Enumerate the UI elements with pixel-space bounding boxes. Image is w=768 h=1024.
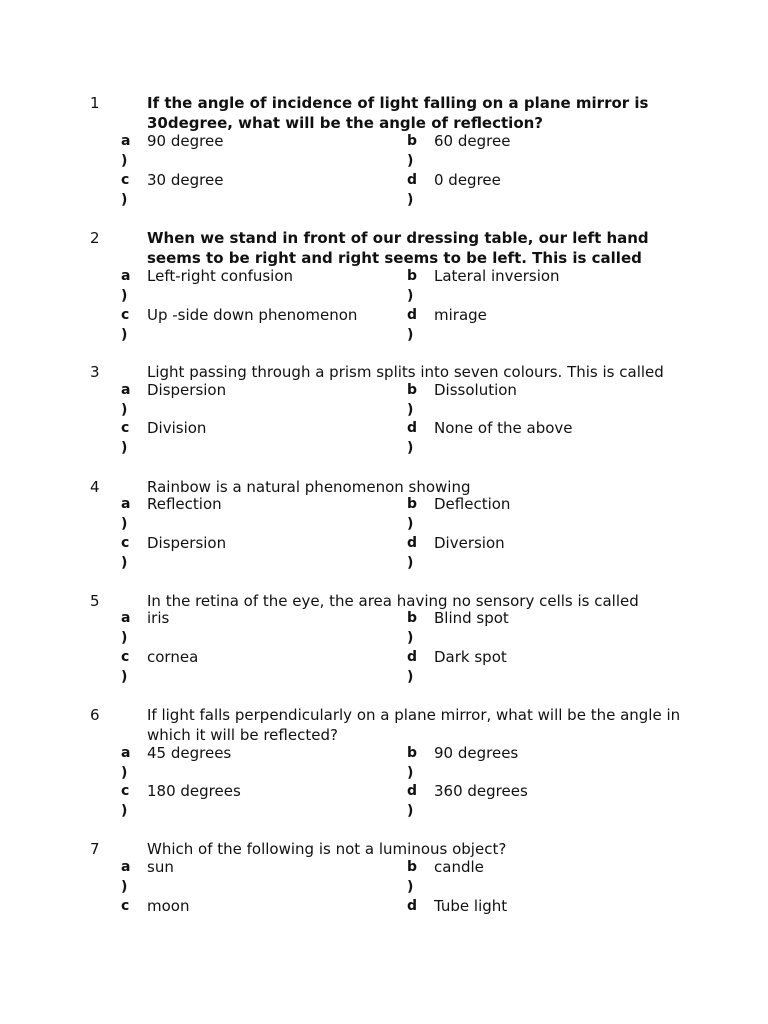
option-a-paren: ) (121, 630, 128, 646)
question-number: 5 (90, 592, 100, 610)
option-b-text[interactable]: 60 degree (434, 132, 511, 150)
question-number: 3 (90, 363, 100, 381)
option-a-letter: a (121, 610, 131, 626)
option-a-paren: ) (121, 516, 128, 532)
option-d-letter: d (407, 307, 418, 323)
option-d-paren: ) (407, 803, 414, 819)
option-c-paren: ) (121, 440, 128, 456)
option-b-paren: ) (407, 153, 414, 169)
option-c-letter: c (121, 535, 130, 551)
option-c-paren: ) (121, 327, 128, 343)
question-number: 4 (90, 478, 100, 496)
option-d-text[interactable]: Tube light (434, 897, 508, 915)
option-a-letter: a (121, 859, 131, 875)
option-d-letter: d (407, 783, 418, 799)
option-a-text[interactable]: Reflection (147, 495, 222, 513)
option-c-text[interactable]: Up -side down phenomenon (147, 306, 358, 324)
option-c-paren: ) (121, 803, 128, 819)
option-b-letter: b (407, 859, 418, 875)
option-a-letter: a (121, 382, 131, 398)
option-a-paren: ) (121, 153, 128, 169)
question-number: 2 (90, 229, 100, 247)
option-b-letter: b (407, 133, 418, 149)
option-b-text[interactable]: Blind spot (434, 609, 509, 627)
option-d-text[interactable]: Diversion (434, 534, 505, 552)
option-a-text[interactable]: sun (147, 858, 174, 876)
option-c-letter: c (121, 420, 130, 436)
option-b-letter: b (407, 268, 418, 284)
option-c-letter: c (121, 307, 130, 323)
option-b-text[interactable]: 90 degrees (434, 744, 519, 762)
question-text: Which of the following is not a luminous object? (147, 840, 507, 858)
question-number: 1 (90, 94, 100, 112)
question-number: 7 (90, 840, 100, 858)
option-b-letter: b (407, 496, 418, 512)
option-b-paren: ) (407, 288, 414, 304)
option-d-text[interactable]: mirage (434, 306, 487, 324)
option-d-letter: d (407, 649, 418, 665)
option-b-text[interactable]: candle (434, 858, 484, 876)
question-text: If light falls perpendicularly on a plane mirror, what will be the angle in which it will be reflected? (147, 706, 681, 744)
option-c-text[interactable]: moon (147, 897, 190, 915)
option-d-paren: ) (407, 192, 414, 208)
option-c-text[interactable]: 180 degrees (147, 782, 241, 800)
option-a-paren: ) (121, 765, 128, 781)
question-text: When we stand in front of our dressing table, our left hand seems to be right and right seems to be left. This is called (147, 229, 649, 267)
option-a-text[interactable]: 45 degrees (147, 744, 232, 762)
option-a-paren: ) (121, 288, 128, 304)
option-c-letter: c (121, 172, 130, 188)
option-d-paren: ) (407, 669, 414, 685)
question-text: Rainbow is a natural phenomenon showing (147, 478, 471, 496)
option-b-paren: ) (407, 516, 414, 532)
question-text: If the angle of incidence of light falling on a plane mirror is 30degree, what will be the angle of reflection? (147, 94, 649, 132)
question-text: Light passing through a prism splits into seven colours. This is called (147, 363, 664, 381)
option-d-paren: ) (407, 555, 414, 571)
option-a-letter: a (121, 496, 131, 512)
option-d-text[interactable]: 360 degrees (434, 782, 528, 800)
option-b-letter: b (407, 382, 418, 398)
option-b-text[interactable]: Deflection (434, 495, 511, 513)
option-d-text[interactable]: 0 degree (434, 171, 501, 189)
option-c-text[interactable]: Dispersion (147, 534, 227, 552)
option-c-text[interactable]: 30 degree (147, 171, 224, 189)
option-c-letter: c (121, 783, 130, 799)
option-c-paren: ) (121, 555, 128, 571)
question-number: 6 (90, 706, 100, 724)
option-a-text[interactable]: Left-right confusion (147, 267, 294, 285)
option-d-text[interactable]: None of the above (434, 419, 573, 437)
option-d-paren: ) (407, 440, 414, 456)
option-a-text[interactable]: 90 degree (147, 132, 224, 150)
option-c-text[interactable]: Division (147, 419, 207, 437)
option-a-letter: a (121, 745, 131, 761)
option-d-text[interactable]: Dark spot (434, 648, 507, 666)
option-b-letter: b (407, 610, 418, 626)
option-b-paren: ) (407, 765, 414, 781)
option-c-paren: ) (121, 192, 128, 208)
option-d-paren: ) (407, 327, 414, 343)
option-b-letter: b (407, 745, 418, 761)
option-a-paren: ) (121, 879, 128, 895)
option-c-letter: c (121, 649, 130, 665)
option-d-letter: d (407, 172, 418, 188)
option-c-letter: c (121, 898, 130, 914)
option-a-text[interactable]: Dispersion (147, 381, 227, 399)
option-a-letter: a (121, 133, 131, 149)
option-b-text[interactable]: Lateral inversion (434, 267, 560, 285)
option-a-text[interactable]: iris (147, 609, 170, 627)
option-a-letter: a (121, 268, 131, 284)
option-c-text[interactable]: cornea (147, 648, 199, 666)
option-b-paren: ) (407, 402, 414, 418)
option-a-paren: ) (121, 402, 128, 418)
option-d-letter: d (407, 898, 418, 914)
option-c-paren: ) (121, 669, 128, 685)
option-b-text[interactable]: Dissolution (434, 381, 517, 399)
option-d-letter: d (407, 535, 418, 551)
option-b-paren: ) (407, 630, 414, 646)
question-text: In the retina of the eye, the area having no sensory cells is called (147, 592, 639, 610)
option-d-letter: d (407, 420, 418, 436)
option-b-paren: ) (407, 879, 414, 895)
